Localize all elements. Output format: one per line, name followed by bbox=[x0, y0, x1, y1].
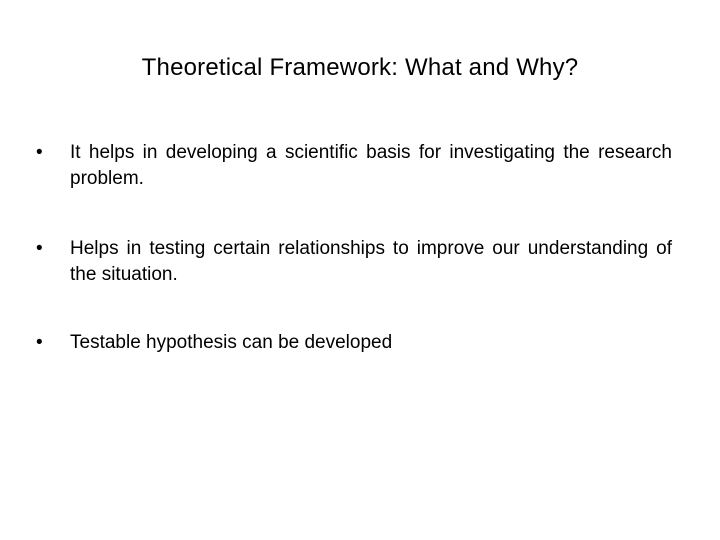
bullet-text: Testable hypothesis can be developed bbox=[70, 332, 393, 353]
bullet-icon: • bbox=[36, 142, 43, 163]
bullet-icon: • bbox=[36, 238, 43, 259]
bullet-item bbox=[36, 236, 672, 288]
bullet-item bbox=[36, 330, 672, 356]
slide-title: Theoretical Framework: What and Why? bbox=[141, 54, 579, 81]
bullet-icon: • bbox=[36, 332, 43, 353]
bullet-text: Helps in testing certain relationships to improve our understanding of the situation. bbox=[70, 238, 672, 285]
bullet-list bbox=[36, 140, 672, 400]
bullet-item bbox=[36, 140, 672, 192]
bullet-text: It helps in developing a scientific basis for investigating the research problem. bbox=[70, 142, 672, 189]
